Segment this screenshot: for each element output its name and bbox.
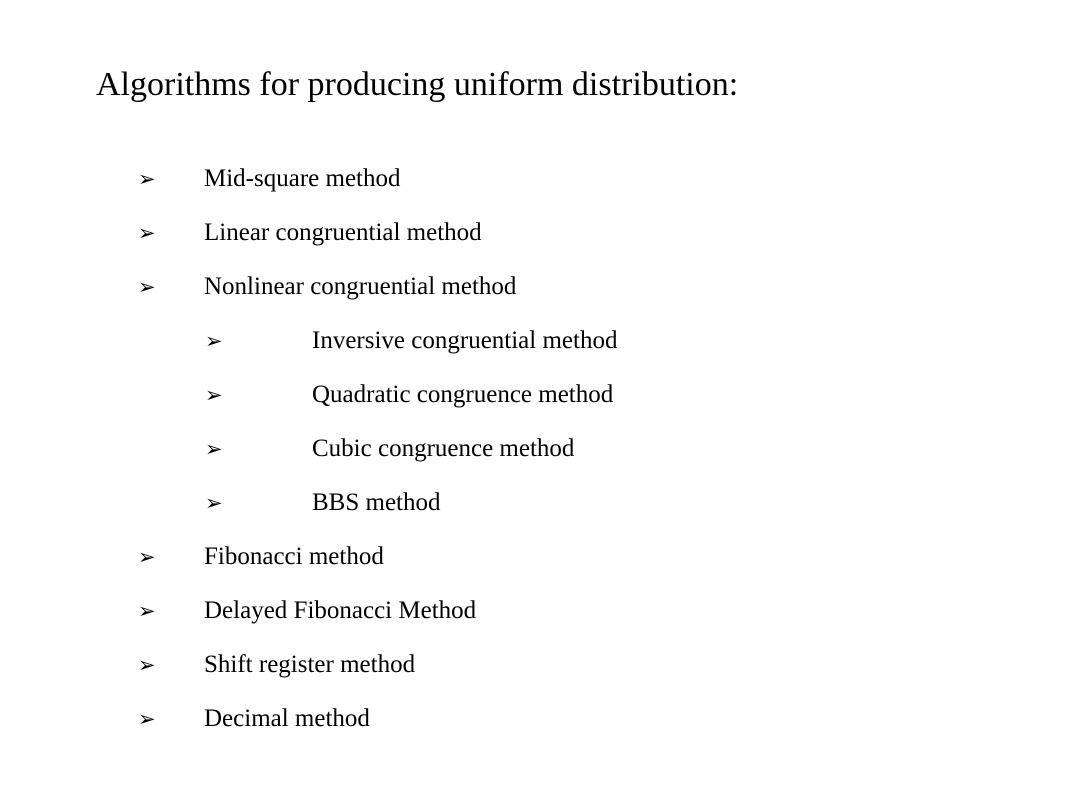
list-item-label: Delayed Fibonacci Method [204, 597, 477, 624]
arrowhead-bullet-icon: ➢ [138, 275, 156, 299]
list-item-label: Quadratic congruence method [312, 381, 614, 408]
arrowhead-bullet-icon: ➢ [205, 329, 223, 353]
list-item-label: Fibonacci method [204, 543, 384, 570]
list-item-label: Nonlinear congruential method [204, 273, 517, 300]
arrowhead-bullet-icon: ➢ [138, 599, 156, 623]
list-item-label: Mid-square method [204, 165, 401, 192]
arrowhead-bullet-icon: ➢ [138, 707, 156, 731]
list-item-label: Shift register method [204, 651, 416, 678]
arrowhead-bullet-icon: ➢ [205, 383, 223, 407]
arrowhead-bullet-icon: ➢ [205, 437, 223, 461]
list-item-label: Cubic congruence method [312, 435, 575, 462]
list-item-label: BBS method [312, 489, 441, 516]
list-item-label: Decimal method [204, 705, 370, 732]
arrowhead-bullet-icon: ➢ [205, 491, 223, 515]
list-item-label: Inversive congruential method [312, 327, 618, 354]
arrowhead-bullet-icon: ➢ [138, 653, 156, 677]
arrowhead-bullet-icon: ➢ [138, 545, 156, 569]
list-item-label: Linear congruential method [204, 219, 482, 246]
arrowhead-bullet-icon: ➢ [138, 167, 156, 191]
slide-title: Algorithms for producing uniform distribution: [96, 66, 739, 103]
arrowhead-bullet-icon: ➢ [138, 221, 156, 245]
